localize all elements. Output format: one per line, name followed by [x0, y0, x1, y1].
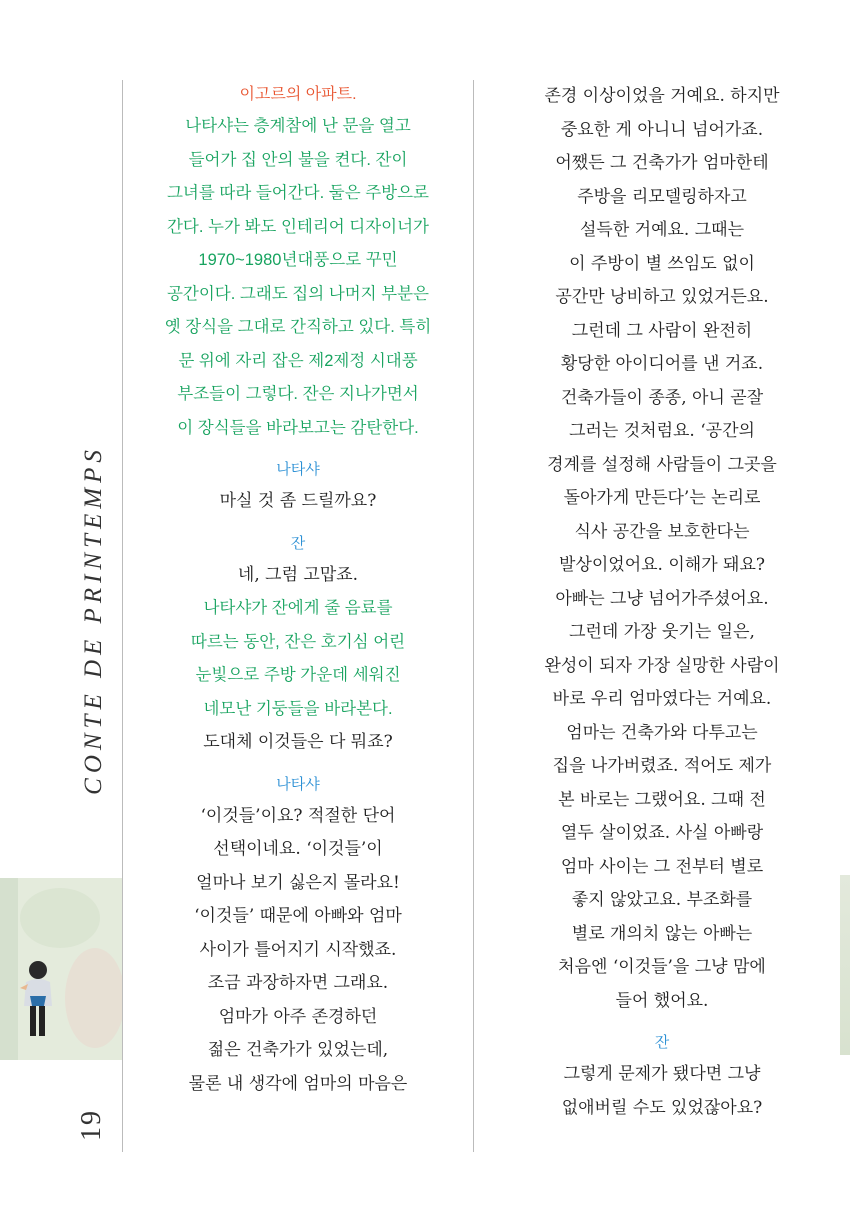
dialogue-line: 네, 그럼 고맙죠. — [237, 564, 359, 585]
dialogue-line: 사이가 틀어지기 시작했죠. — [199, 939, 397, 960]
dialogue-line: 얼마나 보기 싫은지 몰라요! — [196, 872, 400, 893]
dialogue-line: 발상이었어요. 이해가 돼요? — [559, 555, 765, 575]
stage-direction-line: 들어가 집 안의 불을 켠다. 잔이 — [188, 150, 408, 169]
stage-direction-line: 그녀를 따라 들어간다. 둘은 주방으로 — [166, 184, 429, 202]
stage-direction-line: 문 위에 자리 잡은 제2제정 시대풍 — [178, 351, 418, 370]
dialogue-line: 존경 이상이었을 거예요. 하지만 — [544, 86, 780, 106]
stage-direction-line: 이 장식들을 바라보고는 감탄한다. — [177, 418, 419, 437]
dialogue — [123, 800, 473, 1102]
dialogue-line: 조금 과장하자면 그래요. — [207, 973, 389, 993]
dialogue-line: 공간만 낭비하고 있었거든요. — [555, 287, 769, 307]
dialogue-line: 설득한 거예요. 그때는 — [579, 220, 744, 240]
dialogue-line: 처음엔 ‘이것들’을 그냥 맘에 — [558, 957, 766, 977]
dialogue-line: 황당한 아이디어를 낸 거죠. — [560, 354, 764, 374]
watercolor-figure-illustration — [0, 878, 122, 1060]
dialogue-line: 엄마 사이는 그 전부터 별로 — [560, 856, 764, 877]
dialogue — [474, 1058, 850, 1125]
dialogue-line: 선택이네요. ‘이것들’이 — [213, 839, 383, 859]
speaker-name-line: 잔 — [654, 1034, 670, 1051]
stage-direction-line: 따르는 동안, 잔은 호기심 어린 — [190, 632, 406, 651]
dialogue-line: 돌아가게 만든다’는 논리로 — [563, 488, 761, 508]
dialogue — [123, 559, 473, 593]
dialogue-line: 그러는 것처럼요. ‘공간의 — [569, 421, 755, 441]
dialogue-line: 경계를 설정해 사람들이 그곳을 — [547, 454, 777, 475]
speaker-name — [123, 455, 473, 485]
stage-direction-line: 1970~1980년대풍으로 꾸민 — [198, 251, 398, 269]
stage-direction — [123, 592, 473, 726]
dialogue-line: 어쨌든 그 건축가가 엄마한테 — [555, 153, 769, 173]
dialogue-line: 식사 공간을 보호한다는 — [574, 521, 750, 542]
stage-direction-line: 공간이다. 그래도 집의 나머지 부분은 — [166, 284, 429, 303]
dialogue-line: 별로 개의치 않는 아빠는 — [571, 923, 753, 944]
stage-direction-line: 부조들이 그렇다. 잔은 지나가면서 — [177, 385, 419, 403]
dialogue-line: 그런데 가장 웃기는 일은, — [569, 622, 755, 642]
dialogue-line: 본 바로는 그랬어요. 그때 전 — [558, 789, 766, 810]
stage-direction-line: 눈빛으로 주방 가운데 세워진 — [195, 666, 401, 684]
stage-direction — [123, 110, 473, 445]
dialogue — [123, 726, 473, 760]
dialogue-line: ‘이것들’이요? 적절한 단어 — [200, 805, 396, 826]
scene-heading-line: 이고르의 아파트. — [239, 86, 357, 103]
dialogue-line: 마실 것 좀 드릴까요? — [219, 491, 377, 511]
dialogue-line: 이 주방이 별 쓰임도 없이 — [569, 253, 755, 274]
dialogue — [474, 80, 850, 1018]
dialogue-line: 바로 우리 엄마였다는 거예요. — [552, 689, 772, 709]
dialogue-line: 그렇게 문제가 됐다면 그냥 — [563, 1064, 761, 1084]
dialogue-line: 엄마가 아주 존경하던 — [218, 1006, 378, 1027]
dialogue-line: 집을 나가버렸죠. 적어도 제가 — [552, 756, 772, 776]
right-column — [474, 80, 850, 1125]
dialogue-line: 중요한 게 아니니 넘어가죠. — [560, 119, 764, 140]
dialogue-line: 도대체 이것들은 다 뭐죠? — [203, 732, 393, 752]
dialogue-line: 물론 내 생각에 엄마의 마음은 — [188, 1073, 408, 1094]
dialogue-line: 완성이 되자 가장 실망한 사람이 — [544, 655, 780, 676]
stage-direction-line: 간다. 누가 봐도 인테리어 디자이너가 — [166, 217, 429, 236]
speaker-name-line: 나타샤 — [276, 775, 320, 793]
speaker-name-line: 잔 — [290, 534, 306, 552]
dialogue-line: 들어 했어요. — [615, 990, 709, 1011]
running-title: CONTE DE PRINTEMPS — [80, 445, 107, 795]
stage-direction-line: 옛 장식을 그대로 간직하고 있다. 특히 — [164, 318, 432, 336]
dialogue-line: 없애버릴 수도 있었잖아요? — [561, 1097, 763, 1118]
page-number: 19 — [76, 1109, 107, 1141]
dialogue-line: 건축가들이 종종, 아니 곧잘 — [560, 387, 764, 408]
speaker-name — [474, 1028, 850, 1058]
dialogue-line: 젊은 건축가가 있었는데, — [207, 1040, 389, 1060]
scene-heading — [123, 80, 473, 110]
dialogue-line: 주방을 리모델링하자고 — [577, 186, 747, 207]
dialogue-line: 그런데 그 사람이 완전히 — [571, 320, 753, 341]
speaker-name-line: 나타샤 — [276, 461, 320, 478]
dialogue-line: 열두 살이었죠. 사실 아빠랑 — [560, 823, 764, 843]
dialogue-line: 아빠는 그냥 넘어가주셨어요. — [555, 588, 769, 609]
stage-direction-line: 네모난 기둥들을 바라본다. — [203, 699, 393, 718]
speaker-name — [123, 529, 473, 559]
dialogue-line: ‘이것들’ 때문에 아빠와 엄마 — [194, 906, 402, 926]
dialogue — [123, 485, 473, 519]
left-column — [123, 80, 473, 1101]
dialogue-line: 좋지 않았고요. 부조화를 — [571, 890, 753, 910]
stage-direction-line: 나타샤는 층계참에 난 문을 열고 — [185, 117, 411, 135]
dialogue-line: 엄마는 건축가와 다투고는 — [566, 722, 758, 743]
speaker-name — [123, 770, 473, 800]
illustration-figure — [0, 878, 122, 1060]
stage-direction-line: 나타샤가 잔에게 줄 음료를 — [203, 599, 393, 617]
